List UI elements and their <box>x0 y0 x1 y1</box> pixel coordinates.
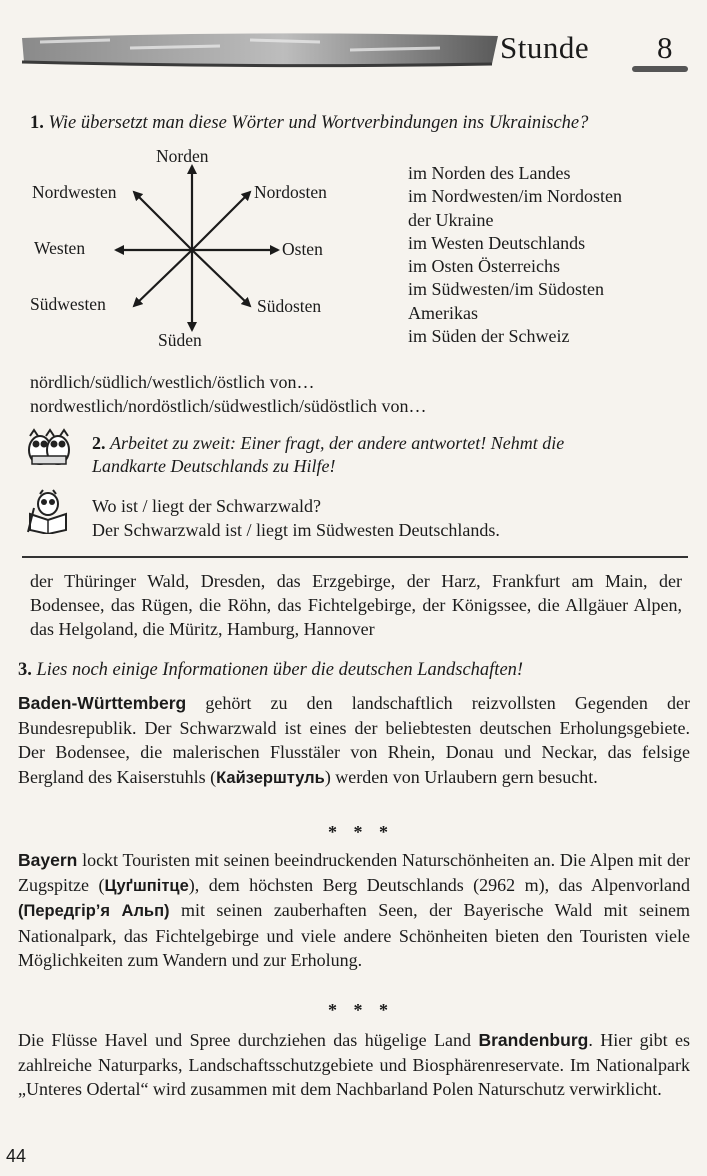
paragraph-baden-wuerttemberg <box>18 691 690 790</box>
paragraph-text: ) werden von Urlaubern gern besucht. <box>324 766 598 787</box>
phrase-line: im Nordwesten/im Nordosten <box>408 186 622 207</box>
paragraph-text: . Hier gibt es zahlreiche Naturparks, Landschaftsschutzgebiete und Biosphärenreservate. Im Nationalpark „Unteres Odertal“ wird zusammen mit dem Nachbarland Polen Naturschutz verwirklicht. <box>18 1030 690 1099</box>
region-name: Bayern <box>18 850 78 870</box>
task1-heading <box>30 112 700 135</box>
paragraph-text: gehört zu den landschaftlich reizvollsten Gegenden der Bundesrepublik. Der Schwarzwald ist eines der beliebtesten deutschen Erholungsgebiete. Der Bodensee, die malerischen Flusstäler von Rhein, Donau und Neckar, das felsige Bergland des Kaiserstuhls ( <box>18 693 690 787</box>
adverb-line: nordwestlich/nordöstlich/südwestlich/südöstlich von… <box>30 396 427 416</box>
places-list: der Thüringer Wald, Dresden, das Erzgebirge, der Harz, Frankfurt am Main, der Bodensee, das Rügen, die Röhn, das Fichtelgebirge, der Königssee, die Allgäuer Alpen, das Helgoland, die Müritz, Hamburg, Hannover <box>30 571 682 639</box>
phrase-line: im Westen Deutschlands <box>408 232 586 253</box>
task3-number: 3. <box>18 660 32 680</box>
owls-pair-icon <box>26 424 72 470</box>
task2-heading <box>92 432 694 478</box>
phrase-line: im Osten Österreichs <box>408 256 560 277</box>
region-name: Brandenburg <box>478 1030 589 1050</box>
phrase-line: im Norden des Landes <box>408 163 571 183</box>
paragraph-text: Die Flüsse Havel und Spree durchziehen das hügelige Land <box>18 1030 479 1050</box>
example-answer: Der Schwarzwald ist / liegt im Südwesten Deutschlands. <box>92 520 500 540</box>
owl-reading-icon <box>24 488 70 534</box>
page-number: 44 <box>6 1146 27 1166</box>
paragraph-bayern <box>18 848 690 973</box>
ukrainian-term: Кайзерштуль <box>216 768 325 787</box>
phrase-line: der Ukraine <box>408 209 494 230</box>
phrase-line: im Süden der Schweiz <box>408 326 570 347</box>
compass-northeast-label: Nordosten <box>254 182 327 202</box>
compass-southwest-label: Südwesten <box>30 294 106 314</box>
compass-west-label: Westen <box>34 238 86 258</box>
adverb-line: nördlich/südlich/westlich/östlich von… <box>30 372 315 392</box>
direction-adverbs <box>30 370 426 418</box>
ukrainian-term: (Передгір’я Альп) <box>18 902 170 920</box>
paragraph-text: ), dem höchsten Berg Deutschlands (2962 m), das Alpenvorland <box>188 874 690 895</box>
phrase-line: im Südwesten/im Südosten <box>408 279 605 300</box>
compass-east-label: Osten <box>282 239 323 259</box>
lesson-number-underline <box>632 66 688 72</box>
divider <box>22 556 688 558</box>
paragraph-text: lockt Touristen mit seinen beeindruckenden Naturschönheiten an. Die Alpen mit der Zugspitze ( <box>18 850 690 895</box>
task2-number: 2. <box>92 433 106 453</box>
example-question: Wo ist / liegt der Schwarzwald? <box>92 496 321 516</box>
compass-southeast-label: Südosten <box>257 296 322 316</box>
compass-northwest-label: Nordwesten <box>32 182 117 202</box>
compass-north-label: Norden <box>156 146 209 166</box>
section-separator: * * * <box>328 1000 394 1020</box>
ukrainian-term: Цуґшпітце <box>104 876 189 895</box>
task1-instruction: Wie übersetzt man diese Wörter und Wortverbindungen ins Ukrainische? <box>48 113 589 133</box>
direction-phrases <box>408 162 698 348</box>
region-name: Baden-Württemberg <box>18 693 187 713</box>
task2-instruction-line2: Landkarte Deutschlands zu Hilfe! <box>92 456 336 476</box>
phrase-line: Amerikas <box>408 302 478 323</box>
lesson-title: Stunde <box>500 30 590 65</box>
compass-south-label: Süden <box>158 330 202 350</box>
task3-instruction: Lies noch einige Informationen über die deutschen Landschaften! <box>36 660 524 680</box>
lesson-number: 8 <box>657 30 673 65</box>
paragraph-text: mit seinen zauberhaften Seen, der Bayerische Wald mit seinem Nationalpark, das Fichtelgebirge und viele andere Schönheiten bieten den Touristen viele Möglichkeiten zum Wandern und zur Erholung. <box>18 900 691 970</box>
section-separator: * * * <box>328 822 394 842</box>
header-decoration <box>20 28 498 70</box>
task3-heading <box>18 659 696 682</box>
paragraph-brandenburg <box>18 1028 690 1102</box>
example-dialogue <box>92 494 500 542</box>
compass-rose <box>28 140 363 360</box>
task1-number: 1. <box>30 113 44 133</box>
task2-instruction-line1: Arbeitet zu zweit: Einer fragt, der andere antwortet! Nehmt die <box>110 433 565 453</box>
